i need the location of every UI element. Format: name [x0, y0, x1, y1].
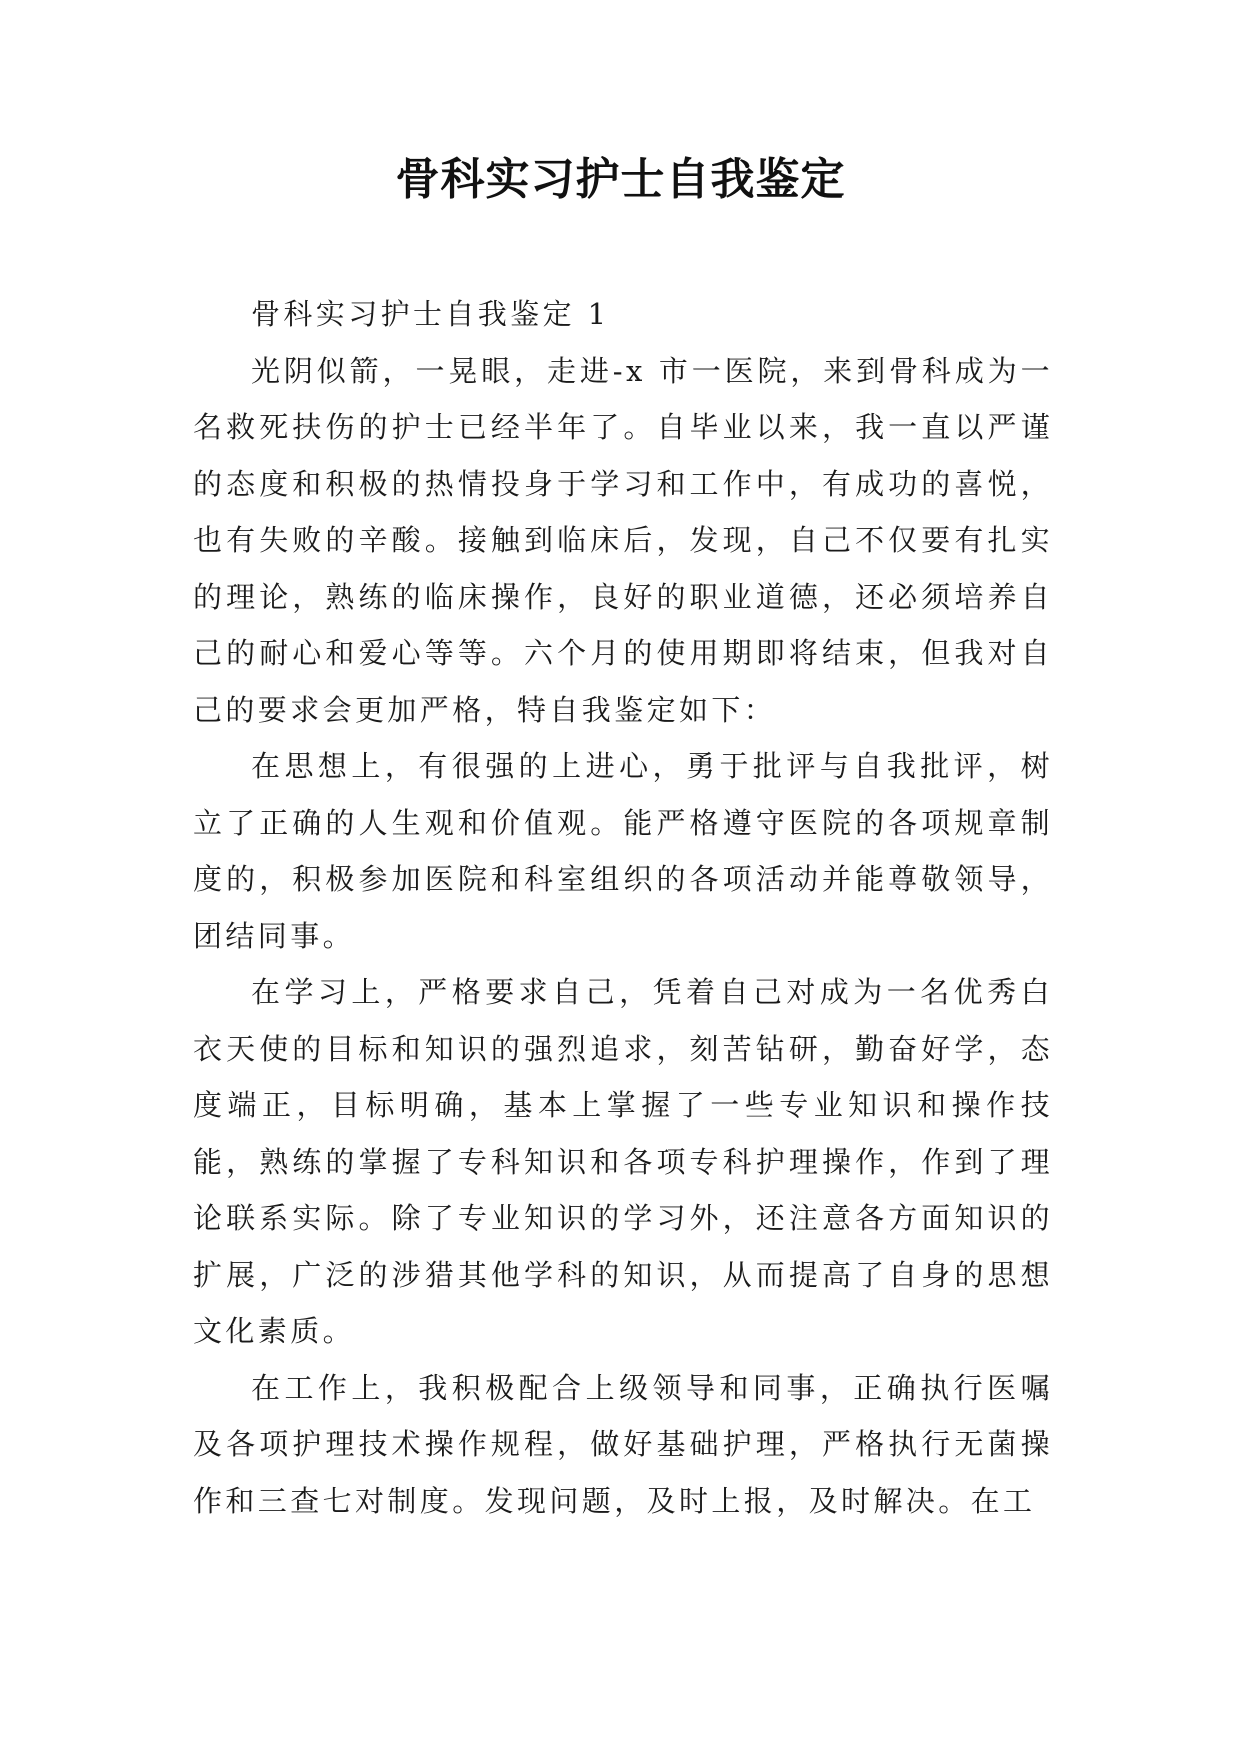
paragraph-intro: 光阴似箭，一晃眼，走进-x 市一医院，来到骨科成为一名救死扶伤的护士已经半年了。自毕业以来，我一直以严谨的态度和积极的热情投身于学习和工作中，有成功的喜悦，也有失败的辛酸。接触到临床后，发现，自己不仅要有扎实的理论，熟练的临床操作，良好的职业道德，还必须培养自己的耐心和爱心等等。六个月的使用期即将结束，但我对自己的要求会更加严格，特自我鉴定如下： [193, 353, 1053, 727]
paragraph-thought: 在思想上，有很强的上进心，勇于批评与自我批评，树立了正确的人生观和价值观。能严格遵守医院的各项规章制度的，积极参加医院和科室组织的各项活动并能尊敬领导，团结同事。 [193, 749, 1053, 953]
paragraph-study: 在学习上，严格要求自己，凭着自己对成为一名优秀白衣天使的目标和知识的强烈追求，刻苦钻研，勤奋好学，态度端正，目标明确，基本上掌握了一些专业知识和操作技能，熟练的掌握了专科知识和各项专科护理操作，作到了理论联系实际。除了专业知识的学习外，还注意各方面知识的扩展，广泛的涉猎其他学科的知识，从而提高了自身的思想文化素质。 [193, 975, 1053, 1348]
section-heading: 骨科实习护士自我鉴定 1 [251, 297, 610, 331]
paragraph-work: 在工作上，我积极配合上级领导和同事，正确执行医嘱及各项护理技术操作规程，做好基础护理，严格执行无菌操作和三查七对制度。发现问题，及时上报，及时解决。在工 [193, 1370, 1053, 1518]
document-body [193, 286, 1053, 1529]
document-title: 骨科实习护士自我鉴定 [395, 154, 846, 205]
